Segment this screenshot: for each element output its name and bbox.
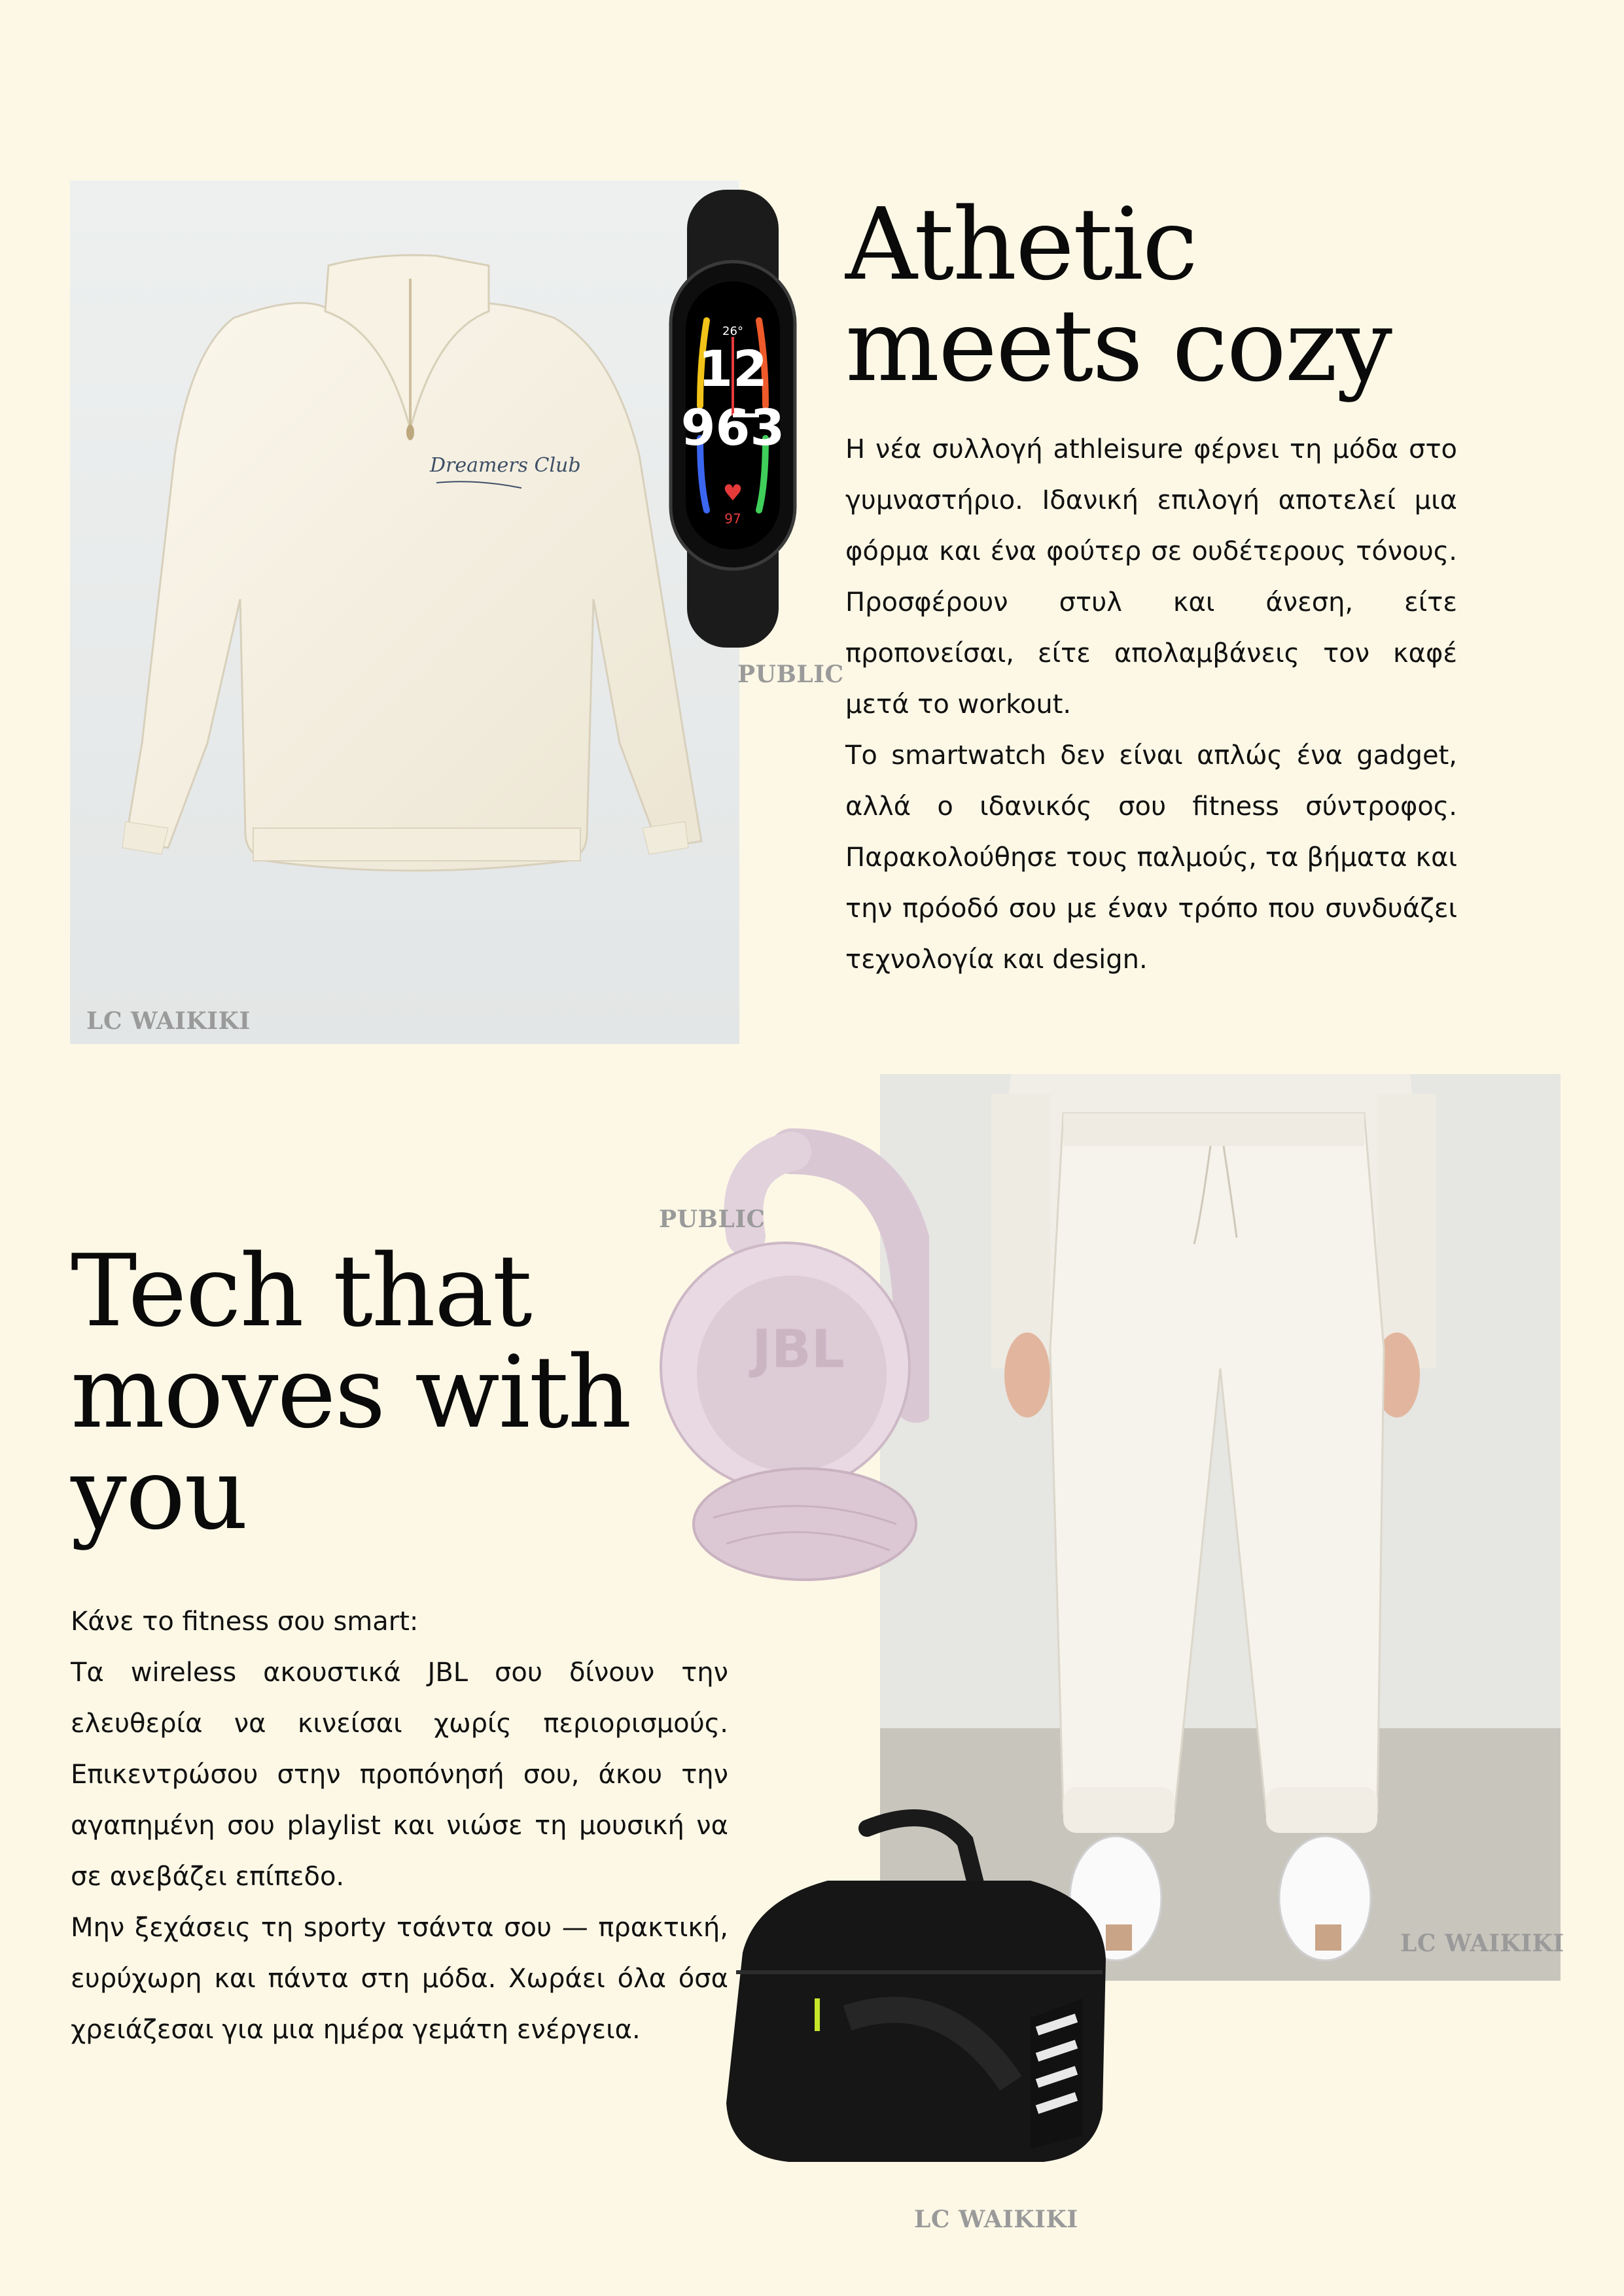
section1-body bbox=[845, 424, 1457, 985]
sweatshirt-credit: LC WAIKIKI bbox=[86, 1007, 251, 1035]
watch-hour: 12 bbox=[698, 339, 768, 398]
headphones-brand: JBL bbox=[752, 1319, 845, 1380]
smartwatch-credit: PUBLIC bbox=[737, 661, 844, 688]
sweatshirt-illustration bbox=[70, 181, 739, 1044]
section2-paragraph: Τα wireless ακουστικά JBL σου δίνουν την ελευθερία να κινείσαι χωρίς περιορισμούς. Επικεντρώσου στην προπόνησή σου, άκου την αγαπημένη σου playlist και νιώσε τη μουσική να σε ανεβάζει επίπεδο. bbox=[71, 1658, 728, 1892]
heart-icon: ♥ bbox=[722, 480, 743, 506]
section1-headline: Athetic meets cozy bbox=[845, 186, 1392, 404]
section1-paragraph: Το smartwatch δεν είναι απλώς ένα gadget, αλλά ο ιδανικός σου fitness σύντροφος. Παρακολούθησε τους παλμούς, τα βήματα και την πρόοδό σου με έναν τρόπο που συνδυάζει τεχνολογία και design. bbox=[845, 740, 1457, 975]
smartwatch-illustration bbox=[661, 190, 805, 648]
watch-heart-rate: 97 bbox=[724, 511, 741, 527]
sweatshirt-embroidery: Dreamers Club bbox=[430, 454, 581, 477]
bag-credit: LC WAIKIKI bbox=[914, 2206, 1078, 2233]
watch-temperature: 26° bbox=[722, 324, 743, 338]
headphones-credit: PUBLIC bbox=[659, 1206, 766, 1233]
headphones-illustration bbox=[654, 1125, 929, 1590]
watch-digits: 963 bbox=[680, 398, 785, 457]
headphones-photo bbox=[654, 1125, 929, 1590]
bag-illustration bbox=[716, 1802, 1116, 2168]
section2-body bbox=[71, 1596, 728, 2055]
bag-photo bbox=[716, 1802, 1116, 2168]
section2-headline: Tech that moves with you bbox=[71, 1233, 631, 1552]
section1-paragraph: Η νέα συλλογή athleisure φέρνει τη μόδα στο γυμναστήριο. Ιδανική επιλογή αποτελεί μια φόρμα και ένα φούτερ σε ουδέτερους τόνους. Προσφέρουν στυλ και άνεση, είτε προπονείσαι, είτε απολαμβάνεις τον καφέ μετά το workout. bbox=[845, 434, 1457, 720]
section2-paragraph: Μην ξεχάσεις τη sporty τσάντα σου — πρακτική, ευρύχωρη και πάντα στη μόδα. Χωράει όλα όσα χρειάζεσαι για μια ημέρα γεμάτη ενέργεια. bbox=[71, 1913, 728, 2045]
smartwatch-photo bbox=[661, 190, 805, 648]
section2-intro: Κάνε το fitness σου smart: bbox=[71, 1607, 419, 1637]
sweatshirt-photo bbox=[70, 181, 739, 1044]
pants-credit: LC WAIKIKI bbox=[1400, 1930, 1564, 1957]
